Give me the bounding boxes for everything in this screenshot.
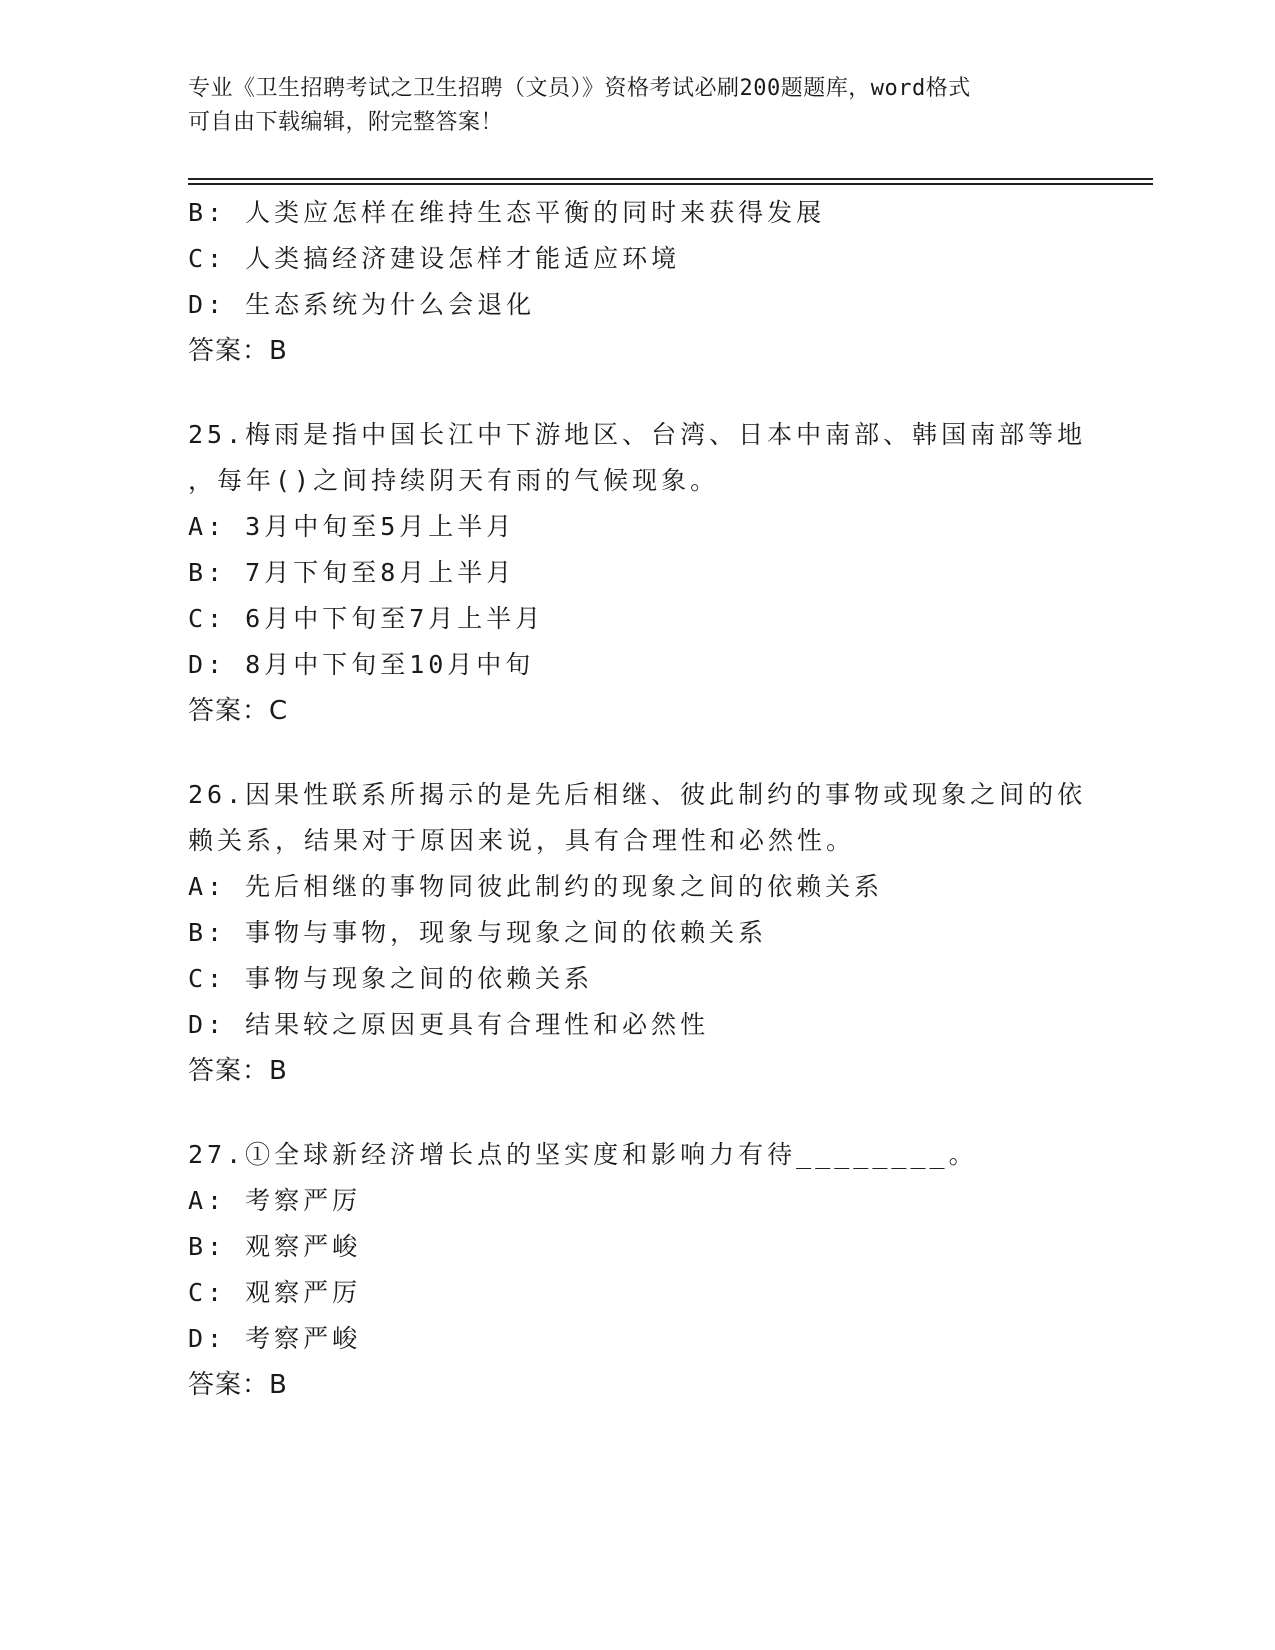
question-stem: 25.梅雨是指中国长江中下游地区、台湾、日本中南部、韩国南部等地 [188, 420, 1087, 449]
header-divider-top [188, 178, 1153, 180]
question-stem: 27.①全球新经济增长点的坚实度和影响力有待________。 [188, 1140, 978, 1169]
option-a: A: 先后相继的事物同彼此制约的现象之间的依赖关系 [188, 872, 884, 901]
option-a: A: 3月中旬至5月上半月 [188, 512, 516, 541]
question-list [188, 190, 1088, 1408]
option-d: D: 生态系统为什么会退化 [188, 290, 536, 319]
answer: 答案：C [188, 696, 289, 726]
option-d: D: 8月中下旬至10月中旬 [188, 650, 535, 679]
question-26 [188, 772, 1088, 1094]
answer: 答案：B [188, 1370, 288, 1400]
header-line-1: 专业《卫生招聘考试之卫生招聘（文员）》资格考试必刷200题题库，word格式 [188, 76, 971, 101]
header-divider-bottom [188, 183, 1153, 185]
question-24-tail [188, 190, 1088, 374]
answer: 答案：B [188, 336, 288, 366]
option-b: B: 事物与事物，现象与现象之间的依赖关系 [188, 918, 768, 947]
question-stem-continued: 赖关系，结果对于原因来说，具有合理性和必然性。 [188, 826, 856, 855]
option-c: C: 事物与现象之间的依赖关系 [188, 964, 594, 993]
option-c: C: 观察严厉 [188, 1278, 362, 1307]
document-header [188, 72, 1088, 140]
option-d: D: 结果较之原因更具有合理性和必然性 [188, 1010, 710, 1039]
question-25 [188, 412, 1088, 734]
option-b: B: 人类应怎样在维持生态平衡的同时来获得发展 [188, 198, 826, 227]
option-c: C: 人类搞经济建设怎样才能适应环境 [188, 244, 681, 273]
header-line-2: 可自由下载编辑，附完整答案！ [188, 110, 504, 135]
question-stem: 26.因果性联系所揭示的是先后相继、彼此制约的事物或现象之间的依 [188, 780, 1087, 809]
option-a: A: 考察严厉 [188, 1186, 362, 1215]
question-stem-continued: ，每年()之间持续阴天有雨的气候现象。 [188, 466, 720, 495]
option-b: B: 7月下旬至8月上半月 [188, 558, 516, 587]
option-c: C: 6月中下旬至7月上半月 [188, 604, 545, 633]
option-d: D: 考察严峻 [188, 1324, 362, 1353]
option-b: B: 观察严峻 [188, 1232, 362, 1261]
answer: 答案：B [188, 1056, 288, 1086]
question-27 [188, 1132, 1088, 1408]
